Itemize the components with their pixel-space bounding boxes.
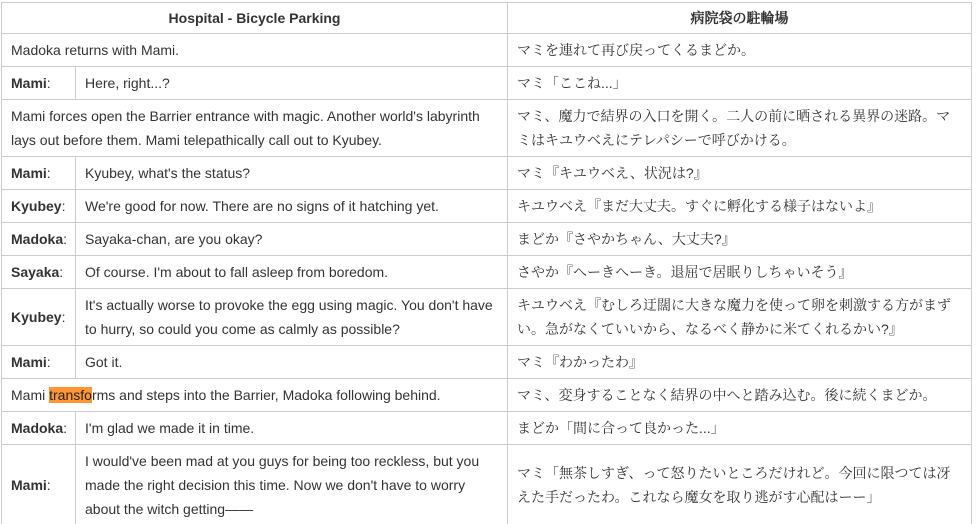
speaker-colon: : xyxy=(46,354,51,370)
speaker-cell xyxy=(2,223,76,256)
japanese-text-cell: マミ「無茶しすぎ、って怒りたいところだけれど。今回に限つては冴えた手だったわ。これなら魔女を取り逃がす心配はーー」 xyxy=(508,445,972,524)
speaker-name: Mami xyxy=(11,477,47,493)
table-row xyxy=(2,346,972,379)
english-dialogue-cell: Sayaka-chan, are you okay? xyxy=(76,223,508,256)
japanese-text-cell: マミ「ここね...」 xyxy=(508,67,972,100)
table-header-japanese: 病院袋の駐輪場 xyxy=(508,3,972,34)
table-row xyxy=(2,445,972,524)
table-row xyxy=(2,223,972,256)
speaker-name: Kyubey xyxy=(11,198,62,214)
speaker-colon: : xyxy=(46,477,51,493)
find-highlight: transfo xyxy=(49,387,92,403)
speaker-colon: : xyxy=(46,165,51,181)
english-dialogue-cell: Got it. xyxy=(76,346,508,379)
japanese-text-cell: キユウベえ『まだ大丈夫。すぐに孵化する様子はないよ』 xyxy=(508,190,972,223)
table-row xyxy=(2,67,972,100)
narration-english-cell xyxy=(2,379,508,412)
japanese-text-cell: マミ『キユウベえ、状況は?』 xyxy=(508,157,972,190)
speaker-cell xyxy=(2,289,76,346)
speaker-colon: : xyxy=(61,309,66,325)
narration-japanese-cell: マミ、変身することなく結界の中へと踏み込む。後に続くまどか。 xyxy=(508,379,972,412)
table-row xyxy=(2,34,972,67)
speaker-colon: : xyxy=(59,264,64,280)
japanese-text-cell: キユウベえ『むしろ迂闊に大きな魔力を使って卵を刺激する方がまずい。急がなくていいから、なるべく静かに米てくれるかい?』 xyxy=(508,289,972,346)
japanese-text-cell: マミ『わかったわ』 xyxy=(508,346,972,379)
table-row xyxy=(2,157,972,190)
narration-text: Mami xyxy=(11,387,50,403)
english-dialogue-cell: It's actually worse to provoke the egg using magic. You don't have to hurry, so could you come as calmly as possible? xyxy=(76,289,508,346)
english-dialogue-cell: Here, right...? xyxy=(76,67,508,100)
speaker-cell xyxy=(2,412,76,445)
table-body xyxy=(2,3,972,524)
speaker-cell xyxy=(2,190,76,223)
speaker-name: Madoka xyxy=(11,231,64,247)
table-header-english: Hospital - Bicycle Parking xyxy=(2,3,508,34)
speaker-cell xyxy=(2,445,76,524)
speaker-colon: : xyxy=(63,231,68,247)
speaker-colon: : xyxy=(46,75,51,91)
speaker-name: Mami xyxy=(11,354,47,370)
japanese-text-cell: さやか『へーきへーき。退屈で居眠りしちゃいそう』 xyxy=(508,256,972,289)
speaker-name: Sayaka xyxy=(11,264,60,280)
narration-english-cell: Madoka returns with Mami. xyxy=(2,34,508,67)
speaker-cell xyxy=(2,67,76,100)
speaker-cell xyxy=(2,157,76,190)
narration-english-cell: Mami forces open the Barrier entrance with magic. Another world's labyrinth lays out before them. Mami telepathically call out to Kyubey. xyxy=(2,100,508,157)
narration-text: rms and steps into the Barrier, Madoka following behind. xyxy=(91,387,441,403)
english-dialogue-cell: Kyubey, what's the status? xyxy=(76,157,508,190)
english-dialogue-cell: I'm glad we made it in time. xyxy=(76,412,508,445)
speaker-name: Mami xyxy=(11,75,47,91)
speaker-colon: : xyxy=(61,198,66,214)
speaker-name: Mami xyxy=(11,165,47,181)
english-dialogue-cell: We're good for now. There are no signs of it hatching yet. xyxy=(76,190,508,223)
table-row xyxy=(2,289,972,346)
header-row xyxy=(2,3,972,34)
speaker-name: Kyubey xyxy=(11,309,62,325)
table-row xyxy=(2,100,972,157)
japanese-text-cell: まどか『さやかちゃん、大丈夫?』 xyxy=(508,223,972,256)
translation-table xyxy=(1,2,972,524)
english-dialogue-cell: Of course. I'm about to fall asleep from boredom. xyxy=(76,256,508,289)
speaker-name: Madoka xyxy=(11,420,64,436)
narration-japanese-cell: マミ、魔力で結界の入口を開く。二人の前に晒される異界の迷路。マミはキユウベえにテレパシーで呼びかける。 xyxy=(508,100,972,157)
narration-japanese-cell: マミを連れて再び戻ってくるまどか。 xyxy=(508,34,972,67)
speaker-colon: : xyxy=(63,420,68,436)
speaker-cell xyxy=(2,256,76,289)
speaker-cell xyxy=(2,346,76,379)
table-row xyxy=(2,412,972,445)
english-dialogue-cell: I would've been mad at you guys for being too reckless, but you made the right decision this time. Now we don't have to worry about the witch getting—— xyxy=(76,445,508,524)
table-row xyxy=(2,190,972,223)
japanese-text-cell: まどか「間に合って良かった...」 xyxy=(508,412,972,445)
table-row xyxy=(2,379,972,412)
table-row xyxy=(2,256,972,289)
